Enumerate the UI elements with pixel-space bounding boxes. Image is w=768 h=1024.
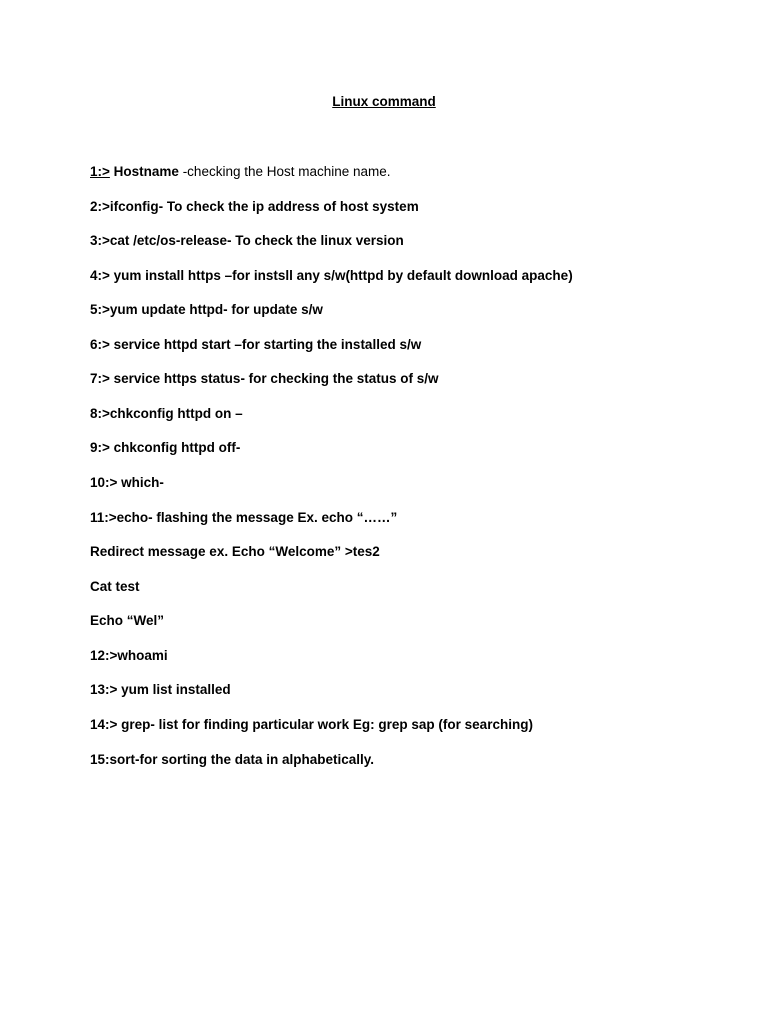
- command-line: Echo “Wel”: [90, 613, 165, 628]
- command-line: 6:> service httpd start –for starting the installed s/w: [90, 337, 422, 352]
- command-line: 11:>echo- flashing the message Ex. echo “……”: [90, 510, 398, 525]
- command-line-1: [90, 163, 391, 181]
- command-description: -checking the Host machine name.: [182, 164, 391, 179]
- command-line: 15:sort-for sorting the data in alphabetically.: [90, 752, 375, 767]
- command-line: 4:> yum install https –for instsll any s/w(httpd by default download apache): [90, 268, 573, 283]
- command-line: 8:>chkconfig httpd on –: [90, 406, 243, 421]
- command-line: 13:> yum list installed: [90, 682, 231, 697]
- document-title: Linux command: [332, 94, 436, 109]
- command-line: Redirect message ex. Echo “Welcome” >tes2: [90, 544, 380, 559]
- command-line: 3:>cat /etc/os-release- To check the linux version: [90, 233, 404, 248]
- command-line: 2:>ifconfig- To check the ip address of host system: [90, 199, 419, 214]
- command-line: 12:>whoami: [90, 648, 168, 663]
- command-line: Cat test: [90, 579, 140, 594]
- command-number: 1:>: [90, 164, 110, 179]
- command-line: 9:> chkconfig httpd off-: [90, 440, 241, 455]
- command-line: 14:> grep- list for finding particular work Eg: grep sap (for searching): [90, 717, 533, 732]
- command-line: 10:> which-: [90, 475, 164, 490]
- command-line: 5:>yum update httpd- for update s/w: [90, 302, 323, 317]
- command-term: Hostname: [113, 164, 179, 179]
- command-line: 7:> service https status- for checking the status of s/w: [90, 371, 439, 386]
